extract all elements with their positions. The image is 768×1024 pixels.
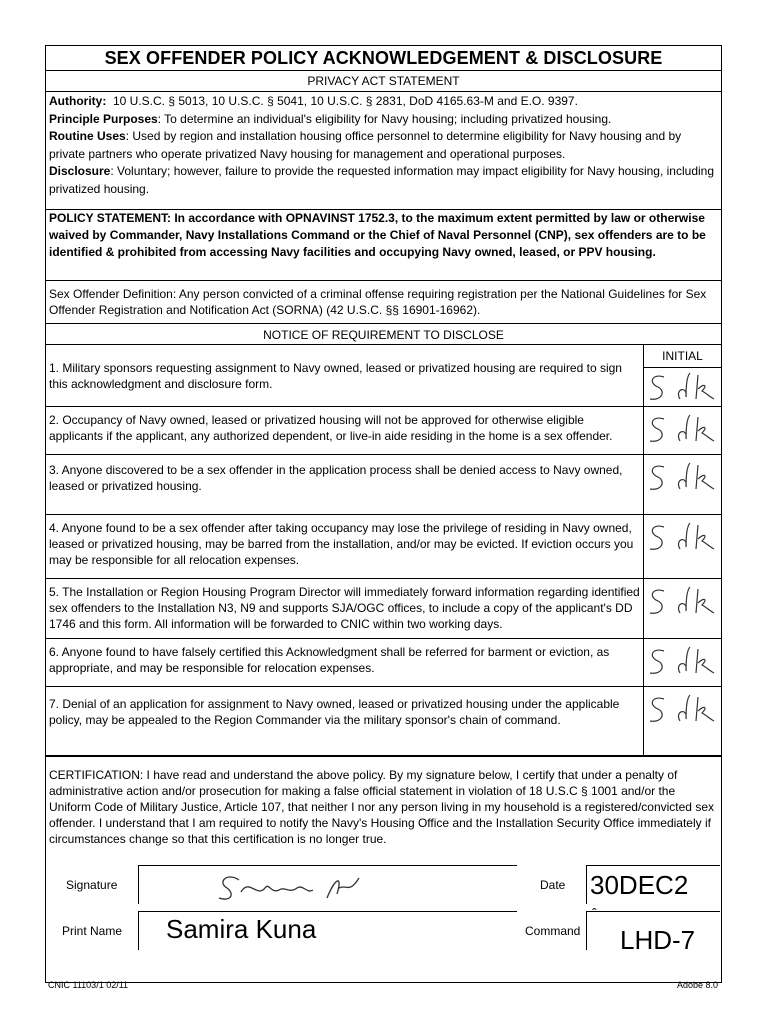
notice-item-text: 7. Denial of an application for assignment to Navy owned, leased or privatized housing under the applicable policy, may be appealed to the Region Commander via the military sponsor's chain of command.	[49, 697, 620, 727]
initials-handwriting	[646, 585, 718, 619]
disclosure-label: Disclosure	[49, 164, 111, 178]
privacy-act-header: PRIVACY ACT STATEMENT	[45, 70, 722, 92]
initial-field[interactable]	[643, 579, 721, 638]
date-overflow-mark: ˆ	[592, 905, 597, 921]
initials-handwriting	[646, 693, 718, 727]
authority-text: 10 U.S.C. § 5013, 10 U.S.C. § 5041, 10 U.S.C. § 2831, DoD 4165.63-M and E.O. 9397.	[113, 94, 578, 108]
notice-item-7	[45, 687, 722, 756]
disclosure-line	[49, 163, 718, 198]
purposes-label: Principle Purposes	[49, 111, 158, 126]
disclosure-text: : Voluntary; however, failure to provide the requested information may impact eligibility for Navy housing, including privatized housing.	[49, 164, 715, 196]
certification-text: CERTIFICATION: I have read and understand the above policy. By my signature below, I certify that under a penalty of administrative action and/or prosecution for making a false official statement in violation of 18 U.S.C § 1001 and/or the Uniform Code of Military Justice, Article 107, that neither I nor any person living in my household is a registered/convicted sex offender. I understand that I am required to notify the Navy's Housing Office and the Installation Security Office immediately if circumstances change so that this certification is no longer true.	[49, 768, 714, 846]
authority-colon: :	[102, 94, 107, 108]
authority-label: Authority	[49, 94, 103, 108]
sex-offender-definition: Sex Offender Definition: Any person convicted of a criminal offense requiring registration per the National Guidelines for Sex Offender Registration and Notification Act (SORNA) (42 U.S.C. §§ 16901-16962).	[45, 280, 722, 324]
initial-field[interactable]	[643, 455, 721, 514]
print-name-label: Print Name	[62, 924, 123, 938]
initial-divider	[644, 367, 721, 368]
authority-line	[49, 93, 718, 111]
initials-handwriting	[646, 461, 718, 495]
notice-item-text: 6. Anyone found to have falsely certified this Acknowledgment shall be referred for barment or eviction, as appropriate, and may be responsible for relocation expenses.	[49, 645, 610, 675]
notice-item-text: 1. Military sponsors requesting assignment to Navy owned, leased or privatized housing are required to sign this acknowledgment and disclosure form.	[49, 361, 622, 391]
notice-item-text: 4. Anyone found to be a sex offender after taking occupancy may lose the privilege of residing in Navy owned, leased or privatized housing, may be barred from the installation, and/or may be evicted. If eviction occurs you may be responsible for all relocation expenses.	[49, 521, 634, 567]
initials-handwriting	[646, 413, 718, 447]
purposes-text: : To determine an individual's eligibility for Navy housing; including privatized housing.	[157, 111, 612, 126]
signature-field[interactable]	[138, 865, 517, 904]
form-title: SEX OFFENDER POLICY ACKNOWLEDGEMENT & DISCLOSURE	[45, 45, 722, 71]
notice-item-5	[45, 579, 722, 639]
notice-item-6	[45, 639, 722, 687]
notice-item-3	[45, 455, 722, 515]
command-value: LHD-7	[620, 925, 696, 955]
signature-label: Signature	[66, 878, 118, 892]
privacy-act-statement	[45, 91, 722, 210]
routine-uses-line	[49, 128, 718, 163]
software-version: Adobe 8.0	[677, 980, 719, 990]
initials-handwriting	[646, 371, 718, 405]
initial-field[interactable]	[643, 687, 721, 755]
date-value: 30DEC2	[590, 870, 689, 900]
print-name-value: Samira Kuna	[166, 914, 317, 944]
routine-uses-text: : Used by region and installation housing office personnel to determine eligibility for Navy housing and by private partners who operate privatized Navy housing for management and operational purposes.	[49, 129, 682, 161]
notice-item-1	[45, 345, 722, 407]
date-label: Date	[540, 878, 566, 892]
policy-statement: POLICY STATEMENT: In accordance with OPNAVINST 1752.3, to the maximum extent permitted by law or otherwise waived by Commander, Navy Installations Command or the Chief of Naval Personnel (CNP), sex offenders are to be identified & prohibited from accessing Navy facilities and occupying Navy owned, leased, or PPV housing.	[45, 209, 722, 281]
notice-header: NOTICE OF REQUIREMENT TO DISCLOSE	[45, 323, 722, 345]
form-number: CNIC 11103/1 02/11	[48, 980, 129, 990]
routine-uses-label: Routine Uses	[49, 129, 126, 143]
notice-item-2	[45, 407, 722, 455]
initial-field[interactable]	[643, 639, 721, 686]
command-label: Command	[525, 924, 581, 938]
initial-field[interactable]	[643, 407, 721, 454]
notice-item-text: 5. The Installation or Region Housing Program Director will immediately forward information regarding identified sex offenders to the Installation N3, N9 and supports SJA/OGC offices, to include a copy of the applicant's DD 1746 and this form. All information will be forwarded to CNIC within two working days.	[49, 585, 640, 631]
notice-item-text: 2. Occupancy of Navy owned, leased or privatized housing will not be approved for otherwise eligible applicants if the applicant, any authorized dependent, or live-in aide residing in the home is a sex offender.	[49, 413, 613, 443]
purposes-line	[49, 111, 718, 129]
initial-column-label: INITIAL	[662, 349, 703, 363]
initial-field[interactable]	[643, 515, 721, 578]
notice-item-4	[45, 515, 722, 579]
initials-handwriting	[646, 645, 718, 679]
initial-field[interactable]	[643, 345, 721, 406]
notice-item-text: 3. Anyone discovered to be a sex offender in the application process shall be denied access to Navy owned, leased or privatized housing.	[49, 463, 623, 493]
signature-image	[209, 868, 409, 906]
initials-handwriting	[646, 521, 718, 555]
